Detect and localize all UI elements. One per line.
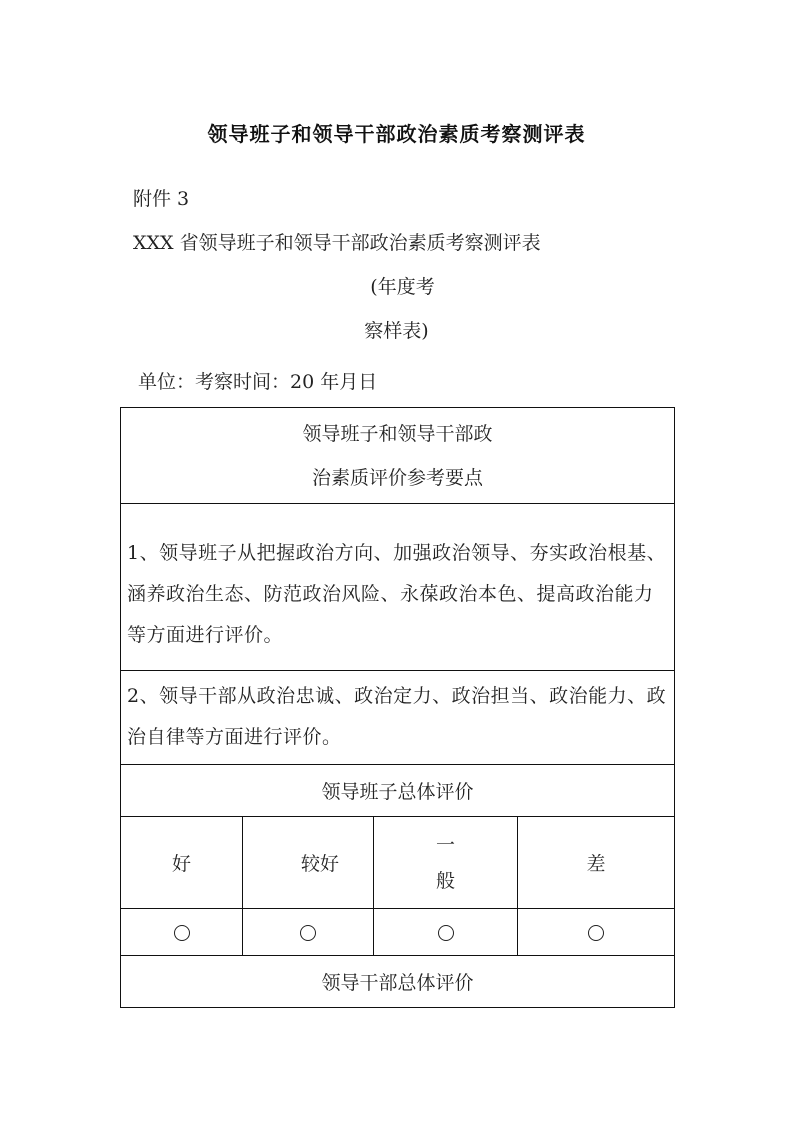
option-fairly-good-label: 较好 bbox=[300, 853, 339, 875]
team-overall-evaluation-heading: 领导班子总体评价 bbox=[121, 765, 675, 817]
radio-poor-cell bbox=[518, 909, 675, 956]
radio-fairly-good-cell bbox=[243, 909, 374, 956]
attachment-label: 附件 3 bbox=[133, 188, 190, 210]
year-note-line-1 bbox=[0, 272, 793, 299]
reference-point-1: 1、领导班子从把握政治方向、加强政治领导、夯实政治根基、涵养政治生态、防范政治风险、永葆政治本色、提高政治能力等方面进行评价。 bbox=[127, 542, 667, 646]
radio-good-cell bbox=[121, 909, 243, 956]
year-note-line-2 bbox=[0, 316, 793, 343]
radio-good[interactable] bbox=[174, 925, 190, 941]
option-poor: 差 bbox=[518, 817, 675, 909]
evaluation-table bbox=[120, 407, 675, 1008]
cadre-overall-evaluation-heading: 领导干部总体评价 bbox=[121, 956, 675, 1008]
year-note-text-2: 察样表) bbox=[364, 320, 429, 342]
radio-average-cell bbox=[374, 909, 518, 956]
option-fairly-good bbox=[243, 817, 374, 909]
reference-point-2: 2、领导干部从政治忠诚、政治定力、政治担当、政治能力、政治自律等方面进行评价。 bbox=[127, 685, 667, 748]
reference-points-header bbox=[121, 408, 675, 504]
reference-point-1-cell bbox=[121, 504, 675, 671]
reference-point-2-cell bbox=[121, 671, 675, 765]
option-average-line-1: 一 bbox=[435, 833, 455, 856]
unit-and-date-line: 单位：考察时间：20 年月日 bbox=[138, 371, 378, 393]
header-line-2: 治素质评价参考要点 bbox=[312, 466, 484, 489]
document-title: 领导班子和领导干部政治素质考察测评表 bbox=[207, 122, 586, 146]
radio-poor[interactable] bbox=[588, 925, 604, 941]
year-note-text-1: (年度考 bbox=[370, 276, 435, 298]
header-line-1: 领导班子和领导干部政 bbox=[302, 422, 493, 445]
option-good: 好 bbox=[121, 817, 243, 909]
radio-average[interactable] bbox=[438, 925, 454, 941]
option-average bbox=[374, 817, 518, 909]
option-average-line-2: 般 bbox=[435, 869, 455, 892]
radio-fairly-good[interactable] bbox=[300, 925, 316, 941]
form-subtitle: XXX 省领导班子和领导干部政治素质考察测评表 bbox=[133, 232, 541, 254]
